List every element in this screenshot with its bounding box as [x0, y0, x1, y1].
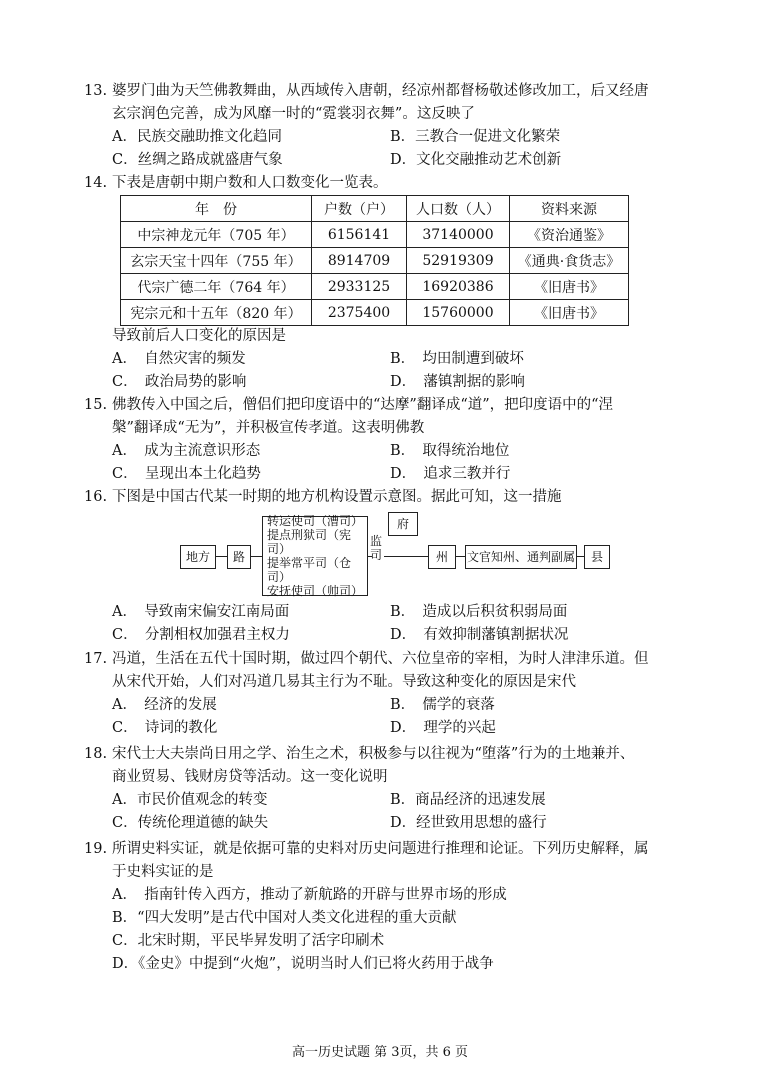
- table-cell: 2375400: [312, 300, 407, 326]
- table-header: 年 份: [121, 196, 312, 222]
- options-row: [84, 601, 684, 624]
- table-header: 资料来源: [510, 196, 629, 222]
- option-b[interactable]: B． 造成以后积贫积弱局面: [390, 604, 568, 620]
- options-row: [84, 440, 684, 463]
- option-a[interactable]: A．市民价值观念的转变: [112, 792, 268, 808]
- local-government-diagram: [180, 512, 620, 598]
- options-row: [84, 812, 684, 835]
- question-stem-line: 婆罗门曲为天竺佛教舞曲，从西域传入唐朝，经凉州都督杨敬述修改加工，后又经唐: [112, 83, 649, 99]
- connector-line: [384, 556, 428, 557]
- question-15: [84, 394, 684, 486]
- diagram-box-zhou: 州: [428, 545, 456, 569]
- question-stem-line: 下图是中国古代某一时期的地方机构设置示意图。据此可知，这一措施: [112, 489, 562, 505]
- table-row: [121, 222, 629, 248]
- option-b[interactable]: B． 儒学的衰落: [390, 697, 495, 713]
- table-cell: 15760000: [407, 300, 510, 326]
- question-stem-line: 佛教传入中国之后，僧侣们把印度语中的“达摩”翻译成“道”，把印度语中的“涅: [112, 397, 614, 413]
- options-row: [84, 789, 684, 812]
- option-b[interactable]: B．商品经济的迅速发展: [390, 792, 546, 808]
- table-cell: 52919309: [407, 248, 510, 274]
- option-d[interactable]: D． 追求三教并行: [390, 466, 511, 482]
- option-a[interactable]: A． 成为主流意识形态: [112, 443, 261, 459]
- connector-line: [215, 556, 227, 557]
- question-number: 18.: [84, 746, 108, 762]
- question-stem-line: 所谓史料实证，就是依据可靠的史料对历史问题进行推理和论证。下列历史解释，属: [112, 841, 649, 857]
- table-header: 人口数（人）: [407, 196, 510, 222]
- option-d[interactable]: D．文化交融推动艺术创新: [390, 152, 562, 168]
- question-stem-line: 下表是唐朝中期户数和人口数变化一览表。: [112, 175, 388, 191]
- table-header-row: [121, 196, 629, 222]
- table-cell: 中宗神龙元年（705 年）: [121, 222, 312, 248]
- question-16-options: [84, 601, 684, 647]
- question-16: [84, 486, 684, 509]
- question-18: [84, 743, 684, 835]
- option-a[interactable]: A． 指南针传入西方，推动了新航路的开辟与世界市场的形成: [112, 887, 507, 903]
- option-c[interactable]: C．丝绸之路成就盛唐气象: [112, 152, 283, 168]
- jiansi-label: 监司: [370, 534, 383, 562]
- table-cell: 玄宗天宝十四年（755 年）: [121, 248, 312, 274]
- option-c[interactable]: C． 诗词的教化: [112, 720, 218, 736]
- table-cell: 37140000: [407, 222, 510, 248]
- options-row: [84, 149, 684, 172]
- question-stem-line: 宋代士大夫崇尚日用之学、治生之术，积极参与以往视为“堕落”行为的土地兼并、: [112, 746, 635, 762]
- option-a[interactable]: A．民族交融助推文化趋同: [112, 129, 282, 145]
- diagram-box-fu: 府: [388, 512, 418, 536]
- table-cell: 《资治通鉴》: [510, 222, 629, 248]
- connector-line: [250, 556, 262, 557]
- question-stem-line: 商业贸易、钱财房贷等活动。这一变化说明: [112, 769, 388, 785]
- question-number: 16.: [84, 489, 108, 505]
- options-row: [84, 717, 684, 740]
- table-cell: 8914709: [312, 248, 407, 274]
- option-c[interactable]: C． 政治局势的影响: [112, 374, 247, 390]
- table-row: [121, 300, 629, 326]
- question-number: 13.: [84, 83, 108, 99]
- option-d[interactable]: D．《金史》中提到“火炮”，说明当时人们已将火药用于战争: [112, 956, 494, 972]
- connector-line: [576, 556, 584, 557]
- diagram-box-four-offices: [262, 516, 368, 596]
- population-table: [120, 195, 629, 326]
- question-stem-line: 槃”翻译成“无为”，并积极宣传孝道。这表明佛教: [112, 420, 425, 436]
- option-c[interactable]: C． 呈现出本土化趋势: [112, 466, 261, 482]
- table-cell: 2933125: [312, 274, 407, 300]
- options-row: [84, 126, 684, 149]
- diagram-box-zhiguan: 文官知州、通判副属: [465, 545, 577, 569]
- option-c[interactable]: C．传统伦理道德的缺失: [112, 815, 269, 831]
- office-label: 提点刑狱司（宪司）: [267, 528, 352, 556]
- question-14-tail: [84, 325, 684, 394]
- option-b[interactable]: B．三教合一促进文化繁荣: [390, 129, 561, 145]
- option-d[interactable]: D． 理学的兴起: [390, 720, 496, 736]
- table-cell: 宪宗元和十五年（820 年）: [121, 300, 312, 326]
- office-label: 转运使司（漕司）: [267, 514, 364, 528]
- question-number: 19.: [84, 841, 108, 857]
- options-row: [84, 348, 684, 371]
- option-b[interactable]: B．“四大发明”是古代中国对人类文化进程的重大贡献: [112, 910, 457, 926]
- question-17: [84, 648, 684, 740]
- option-c[interactable]: C．北宋时期，平民毕昇发明了活字印刷术: [112, 933, 385, 949]
- page-footer: 高一历史试题 第 3页，共 6 页: [291, 1045, 469, 1060]
- table-cell: 代宗广德二年（764 年）: [121, 274, 312, 300]
- question-number: 17.: [84, 651, 108, 667]
- option-d[interactable]: D． 藩镇割据的影响: [390, 374, 525, 390]
- question-number: 14.: [84, 175, 108, 191]
- option-a[interactable]: A． 自然灾害的频发: [112, 351, 246, 367]
- table-row: [121, 274, 629, 300]
- options-row: [84, 463, 684, 486]
- table-cell: 6156141: [312, 222, 407, 248]
- option-c[interactable]: C． 分割相权加强君主权力: [112, 627, 290, 643]
- table-cell: 《通典·食货志》: [510, 248, 629, 274]
- option-b[interactable]: B． 均田制遭到破坏: [390, 351, 524, 367]
- table-cell: 《旧唐书》: [510, 274, 629, 300]
- diagram-box-difang: 地方: [180, 545, 216, 569]
- table-header: 户数（户）: [312, 196, 407, 222]
- option-a[interactable]: A． 经济的发展: [112, 697, 217, 713]
- options-row: [84, 694, 684, 717]
- question-13: [84, 80, 684, 172]
- question-stem-line: 冯道，生活在五代十国时期，做过四个朝代、六位皇帝的宰相，为时人津津乐道。但: [112, 651, 649, 667]
- connector-line: [455, 556, 465, 557]
- question-number: 15.: [84, 397, 108, 413]
- options-row: [84, 624, 684, 647]
- diagram-box-xian: 县: [584, 545, 610, 569]
- question-stem-line: 玄宗润色完善，成为风靡一时的“霓裳羽衣舞”。这反映了: [112, 106, 475, 122]
- table-row: [121, 248, 629, 274]
- question-14: [84, 172, 684, 195]
- option-a[interactable]: A． 导致南宋偏安江南局面: [112, 604, 290, 620]
- option-d[interactable]: D．经世致用思想的盛行: [390, 815, 547, 831]
- table-cell: 16920386: [407, 274, 510, 300]
- table-cell: 《旧唐书》: [510, 300, 629, 326]
- question-stem-line: 导致前后人口变化的原因是: [112, 328, 286, 344]
- question-stem-line: 从宋代开始，人们对冯道几易其主行为不耻。导致这种变化的原因是宋代: [112, 674, 576, 690]
- option-d[interactable]: D． 有效抑制藩镇割据状况: [390, 627, 569, 643]
- diagram-box-lu: 路: [227, 545, 251, 569]
- question-stem-line: 于史料实证的是: [112, 864, 214, 880]
- options-row: [84, 371, 684, 394]
- question-19: [84, 838, 684, 976]
- office-label: 提举常平司（仓司）: [267, 556, 352, 584]
- option-b[interactable]: B． 取得统治地位: [390, 443, 510, 459]
- office-label: 安抚使司（帅司）: [267, 584, 364, 598]
